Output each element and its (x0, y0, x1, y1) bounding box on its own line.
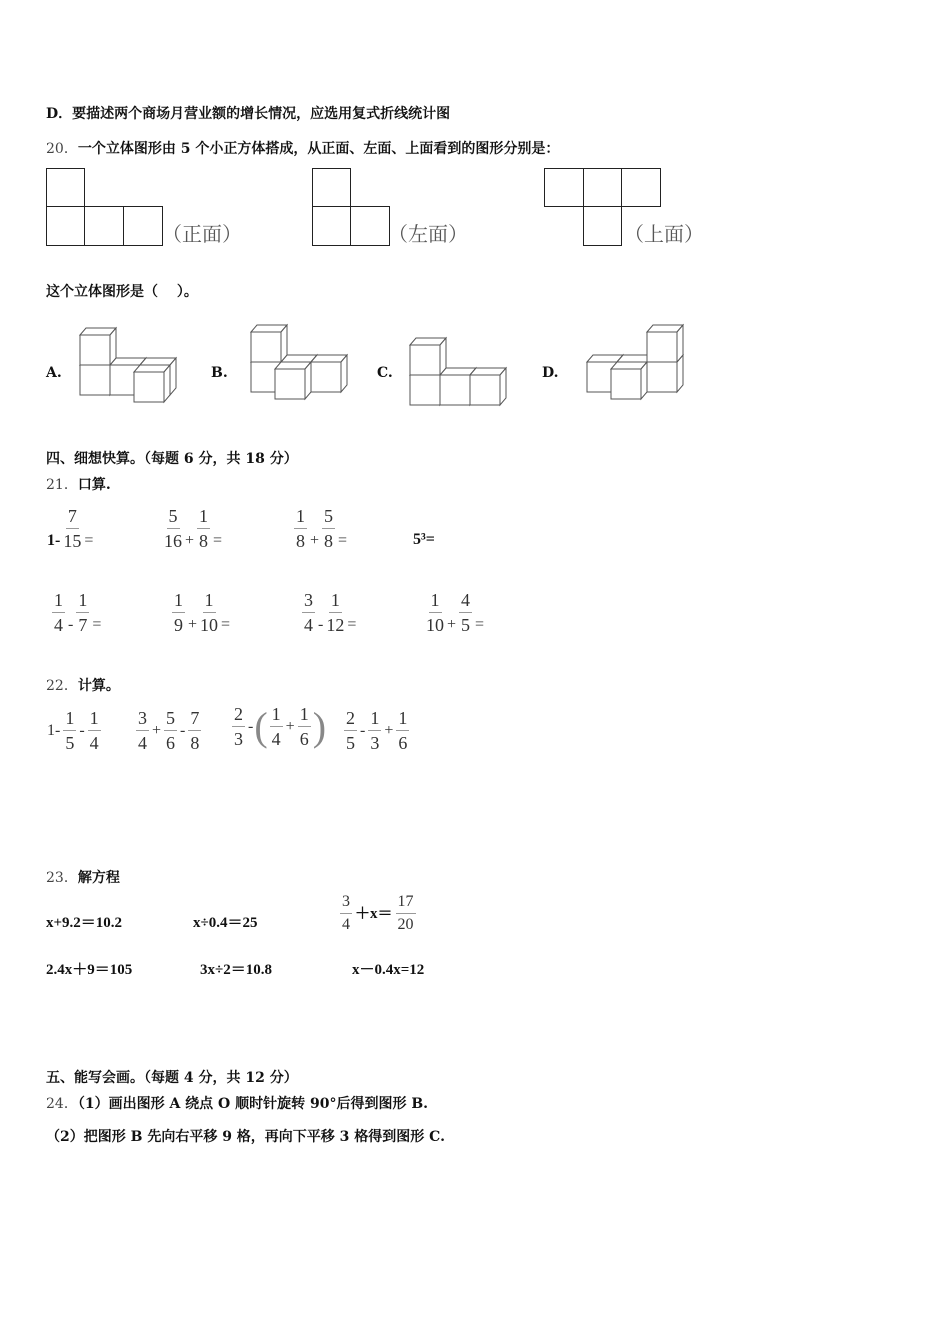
operator: - (68, 616, 74, 633)
fraction: $\frac{7}{8}$ (190, 708, 200, 753)
q21-item-2 (162, 506, 223, 551)
q21-item-5 (50, 590, 102, 635)
q24-part2: （2）把图形 B 先向右平移 9 格，再向下平移 3 格得到图形 C. (46, 1129, 445, 1145)
operator: = (213, 532, 223, 549)
fraction: $\frac{1}{6}$ (398, 708, 408, 753)
cube-side-face (440, 338, 446, 375)
equation-2: x÷0.4＝25 (193, 915, 258, 931)
cube-front-face (80, 365, 110, 395)
cube-side-face (500, 368, 506, 405)
cube-front-face (647, 362, 677, 392)
question-text: 计算。 (77, 678, 120, 694)
fraction: $\frac{1}{3}$ (370, 708, 380, 753)
question-text: 解方程 (77, 870, 120, 886)
operator: + (285, 717, 295, 735)
cube-front-face (410, 375, 440, 405)
fraction: $\frac{2}{3}$ (234, 704, 243, 749)
operator: - (248, 717, 254, 735)
q23-title (46, 867, 120, 887)
q22-item-3 (230, 704, 326, 749)
q22-item-1 (46, 708, 103, 753)
cube-front-face (311, 362, 341, 392)
cube-side-face (677, 325, 683, 362)
operator: 1- (47, 532, 61, 549)
parenthesis: ( (254, 703, 268, 749)
q21-item-6 (170, 590, 231, 635)
operator: 1- (47, 721, 61, 739)
left-view-label: （左面） (388, 222, 468, 246)
option-c-label[interactable]: C. (377, 365, 393, 381)
equation-3: $\frac{3}{4}$ ＋x＝ $\frac{17}{20}$ (342, 893, 414, 933)
option-a-label[interactable]: A. (46, 365, 62, 381)
operator: 5³= (413, 531, 435, 548)
fraction: $\frac{1}{4}$ (54, 590, 63, 635)
operator: = (338, 532, 348, 549)
cube-front-face (470, 375, 500, 405)
operator: + (188, 616, 198, 633)
operator: = (475, 616, 485, 633)
q21-item-1 (46, 506, 94, 551)
fraction: $\frac{4}{5}$ (461, 590, 471, 635)
operator: = (347, 616, 357, 633)
fraction: $\frac{1}{8}$ (296, 506, 305, 551)
operator: + (447, 616, 457, 633)
fraction: $\frac{1}{4}$ (271, 704, 281, 749)
cube-front-face (134, 372, 164, 402)
question-number: 22． (46, 678, 78, 694)
fraction: $\frac{3}{4}$ (138, 708, 147, 753)
fraction: $\frac{3}{4}$ (304, 590, 313, 635)
operator: - (318, 616, 324, 633)
fraction: $\frac{1}{4}$ (89, 708, 99, 753)
operator: - (360, 721, 366, 739)
operator: + (185, 532, 195, 549)
fraction: $\frac{5}{8}$ (324, 506, 334, 551)
operator: - (79, 721, 85, 739)
cube-side-face (305, 362, 311, 399)
section-5-title: 五、能写会画。（每题 4 分，共 12 分） (46, 1070, 298, 1086)
operator: + (152, 721, 162, 739)
equation-5: 3x÷2＝10.8 (200, 962, 272, 978)
operator: + (384, 721, 394, 739)
q24-part1 (46, 1093, 428, 1113)
equation-4: 2.4x＋9＝105 (46, 962, 133, 978)
cube-front-face (410, 345, 440, 375)
cube-front-face (611, 369, 641, 399)
cube-front-face (647, 332, 677, 362)
question-number: 21． (46, 477, 78, 493)
front-view-label: （正面） (162, 222, 242, 246)
question-number: 23． (46, 870, 78, 886)
q19-option-d: D．要描述两个商场月营业额的增长情况，应选用复式折线统计图 (46, 106, 451, 122)
question-number: 24． (46, 1096, 78, 1112)
fraction: $\frac{1}{9}$ (174, 590, 183, 635)
q20-question: 这个立体图形是（ ）。 (46, 284, 198, 300)
fraction: $\frac{1}{8}$ (199, 506, 209, 551)
cube-options-figures (0, 0, 950, 430)
operator: = (92, 616, 102, 633)
cube-front-face (440, 375, 470, 405)
option-d-label[interactable]: D. (542, 365, 559, 381)
cube-side-face (281, 325, 287, 362)
question-text: 一个立体图形由 5 个小正方体搭成，从正面、左面、上面看到的图形分别是： (77, 141, 560, 157)
fraction: $\frac{1}{7}$ (78, 590, 88, 635)
cube-front-face (80, 335, 110, 365)
cube-side-face (641, 362, 647, 399)
q22-item-2 (134, 708, 203, 753)
cube-side-face (341, 355, 347, 392)
section-4-title: 四、细想快算。（每题 6 分，共 18 分） (46, 451, 298, 467)
q21-item-7 (300, 590, 357, 635)
cube-side-face (164, 365, 170, 402)
fraction: $\frac{2}{5}$ (346, 708, 355, 753)
question-text: 口算. (77, 477, 111, 493)
question-text: （1）画出图形 A 绕点 O 顺时针旋转 90°后得到图形 B. (77, 1096, 429, 1112)
fraction: $\frac{1}{5}$ (65, 708, 75, 753)
fraction: $\frac{1}{10}$ (426, 590, 444, 635)
equation-1: x+9.2＝10.2 (46, 915, 123, 931)
cube-side-face (110, 328, 116, 365)
parenthesis: ) (312, 703, 327, 749)
cube-front-face (251, 332, 281, 362)
fraction: $\frac{1}{12}$ (326, 590, 345, 635)
option-b-label[interactable]: B. (211, 365, 228, 381)
fraction: $\frac{1}{10}$ (200, 590, 219, 635)
top-view-label: （上面） (624, 222, 704, 246)
q21-item-3 (292, 506, 348, 551)
q21-item-4 (412, 530, 436, 550)
fraction: $\frac{5}{16}$ (164, 506, 182, 551)
q21-item-8 (424, 590, 485, 635)
operator: = (221, 616, 231, 633)
equation-6: x－0.4x=12 (352, 962, 425, 978)
q22-item-4 (342, 708, 411, 753)
operator: + (310, 532, 320, 549)
cube-side-face (170, 358, 176, 395)
fraction: $\frac{5}{6}$ (166, 708, 176, 753)
q21-title (46, 474, 111, 494)
operator: = (84, 532, 94, 549)
fraction: $\frac{7}{15}$ (63, 506, 82, 551)
fraction: $\frac{1}{6}$ (299, 704, 309, 749)
q22-title (46, 675, 120, 695)
question-number: 20． (46, 141, 78, 157)
operator: - (180, 721, 186, 739)
cube-front-face (275, 369, 305, 399)
